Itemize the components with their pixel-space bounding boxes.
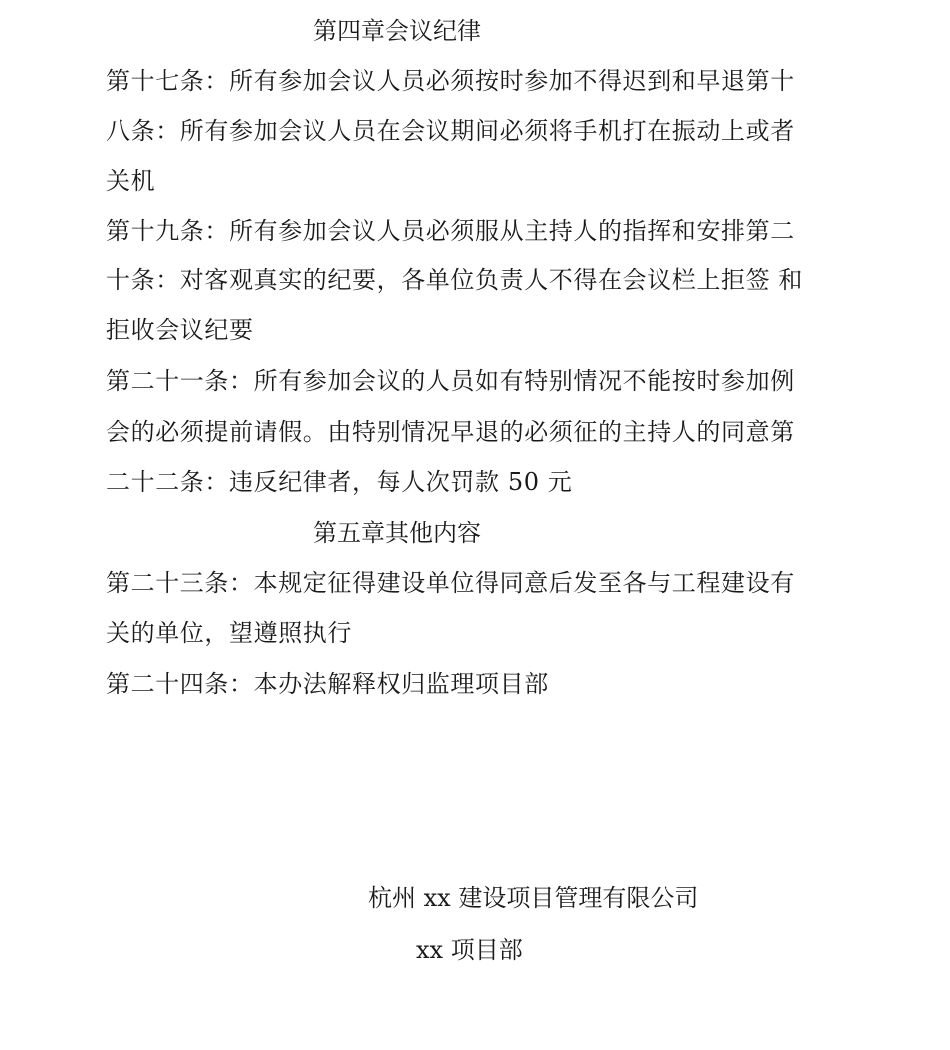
paragraph-line: 第二十一条：所有参加会议的人员如有特别情况不能按时参加例 — [106, 367, 795, 395]
signature-company: 杭州 xx 建设项目管理有限公司 — [368, 884, 699, 912]
paragraph-line: 第二十四条：本办法解释权归监理项目部 — [106, 670, 549, 698]
paragraph-line: 关机 — [106, 167, 156, 195]
chapter-4-heading: 第四章会议纪律 — [313, 17, 481, 45]
paragraph-line: 拒收会议纪要 — [106, 316, 254, 344]
paragraph-line: 关的单位，望遵照执行 — [106, 619, 352, 647]
paragraph-line: 会的必须提前请假。由特别情况早退的必须征的主持人的同意第 — [106, 418, 795, 446]
paragraph-line: 第二十三条：本规定征得建设单位得同意后发至各与工程建设有 — [106, 569, 795, 597]
paragraph-line: 八条：所有参加会议人员在会议期间必须将手机打在振动上或者 — [106, 117, 795, 145]
signature-department: xx 项目部 — [416, 936, 523, 964]
chapter-5-heading: 第五章其他内容 — [313, 519, 481, 547]
paragraph-line: 第十九条：所有参加会议人员必须服从主持人的指挥和安排第二 — [106, 217, 795, 245]
paragraph-line: 二十二条：违反纪律者，每人次罚款 50 元 — [106, 468, 573, 496]
paragraph-line: 十条：对客观真实的纪要，各单位负责人不得在会议栏上拒签 和 — [106, 266, 804, 294]
paragraph-line: 第十七条：所有参加会议人员必须按时参加不得迟到和早退第十 — [106, 67, 795, 95]
